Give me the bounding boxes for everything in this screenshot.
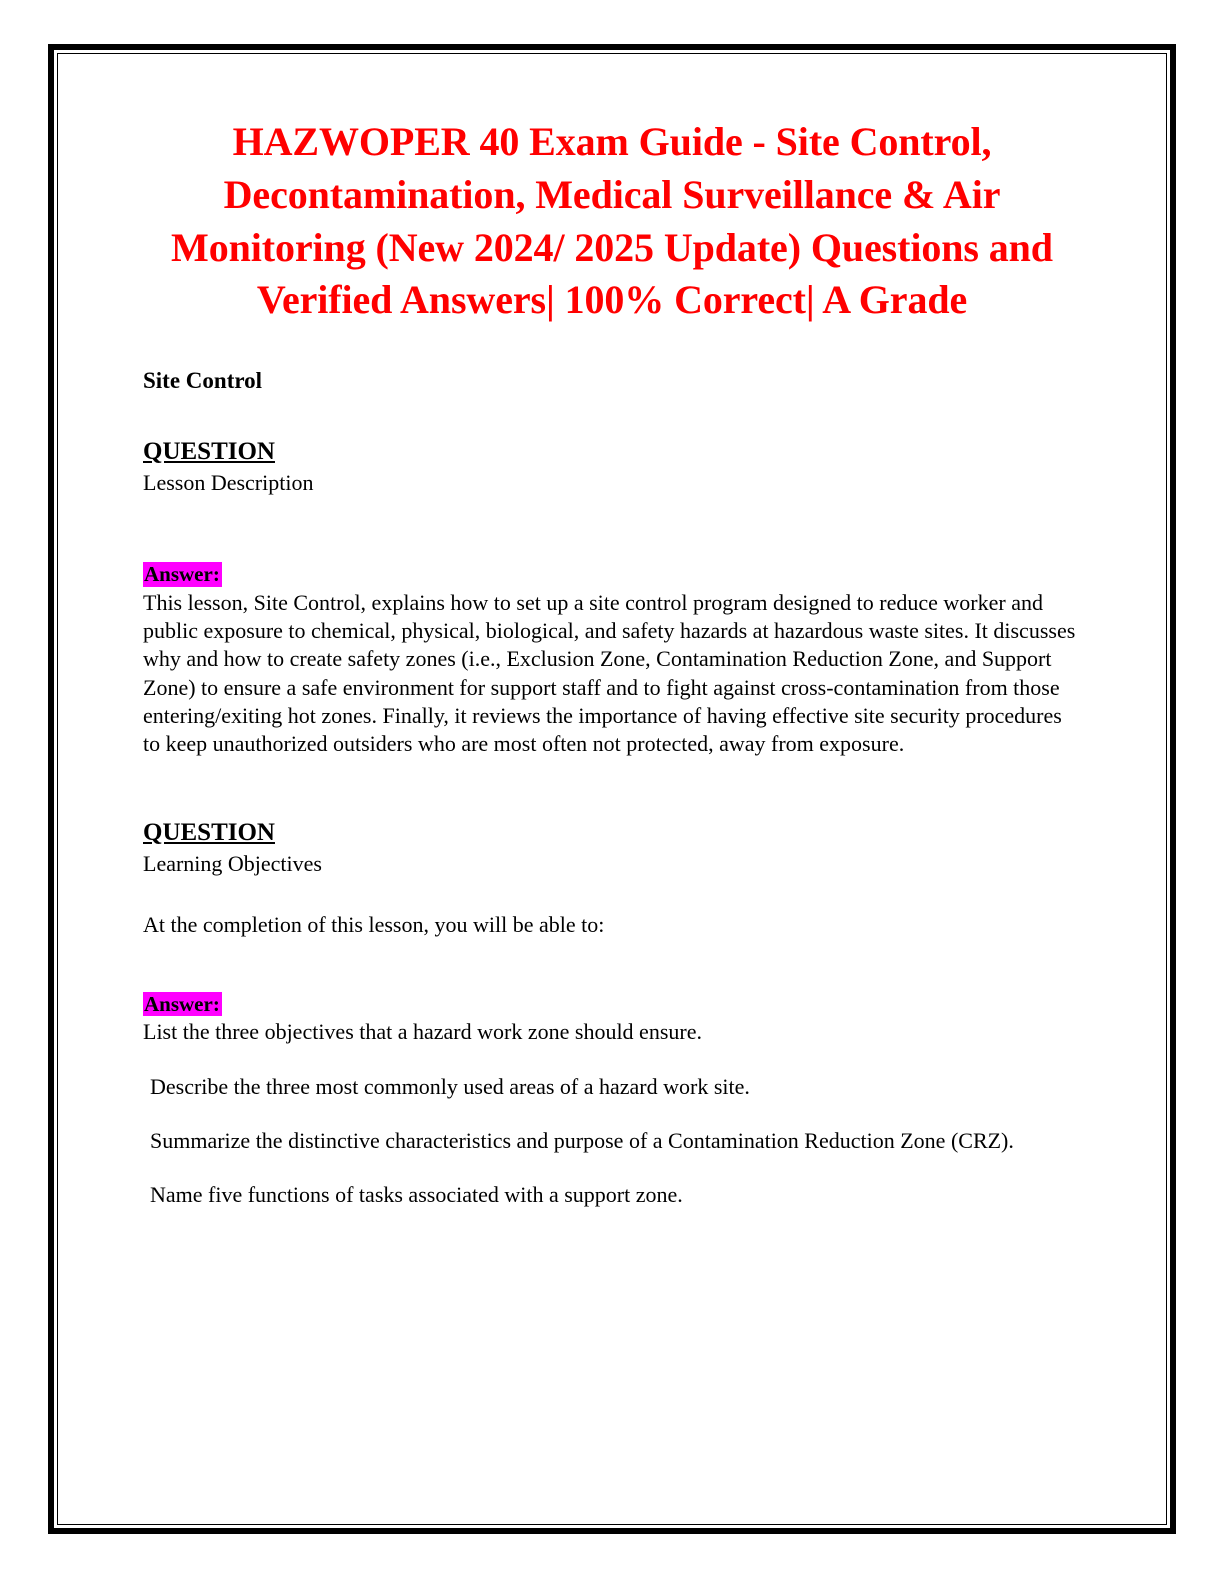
question-subtitle-1	[143, 469, 1081, 497]
document-page	[57, 53, 1167, 1525]
question-intro-2: At the completion of this lesson, you will be able to:	[143, 912, 605, 938]
list-item: Summarize the distinctive characteristics and purpose of a Contamination Reduction Zone (CRZ).	[150, 1127, 1014, 1153]
question-block-2	[143, 776, 1081, 1209]
answer-text-1: This lesson, Site Control, explains how to set up a site control program designed to reduce worker and public exposure to chemical, physical, biological, and safety hazards at hazardous waste sites. It discusses why and how to create safety zones (i.e., Exclusion Zone, Contamination Reduction Zone, and Support Zone) to ensure a safe environment for support staff and to fight against cross-contamination from those entering/exiting hot zones. Finally, it reviews the importance of having effective site security procedures to keep unauthorized outsiders who are most often not protected, away from exposure.	[143, 590, 1076, 756]
answer-label-1: Answer:	[144, 562, 220, 587]
list-item: List the three objectives that a hazard work zone should ensure.	[143, 1019, 702, 1045]
question-subtitle-text-1: Lesson Description	[143, 469, 314, 495]
objectives-list	[143, 1018, 1081, 1209]
answer-block-1	[143, 562, 1081, 758]
answer-block-2	[143, 992, 1081, 1209]
document-page-border	[48, 44, 1176, 1534]
question-subtitle-text-2: Learning Objectives	[143, 850, 322, 876]
section-heading-site-control: Site Control	[143, 368, 263, 394]
question-heading-1: QUESTION	[143, 437, 275, 465]
list-item: Name five functions of tasks associated with a support zone.	[150, 1181, 683, 1207]
answer-label-2: Answer:	[144, 991, 220, 1016]
question-heading-2: QUESTION	[143, 818, 275, 846]
question-block-1	[143, 395, 1081, 758]
list-item: Describe the three most commonly used areas of a hazard work site.	[150, 1073, 750, 1099]
page-title: HAZWOPER 40 Exam Guide - Site Control, Decontamination, Medical Surveillance & Air Monitoring (New 2024/ 2025 Update) Questions and Verified Answers| 100% Correct| A Grade	[171, 119, 1053, 323]
document-content	[143, 116, 1081, 1209]
question-subtitle-2	[143, 850, 1081, 878]
